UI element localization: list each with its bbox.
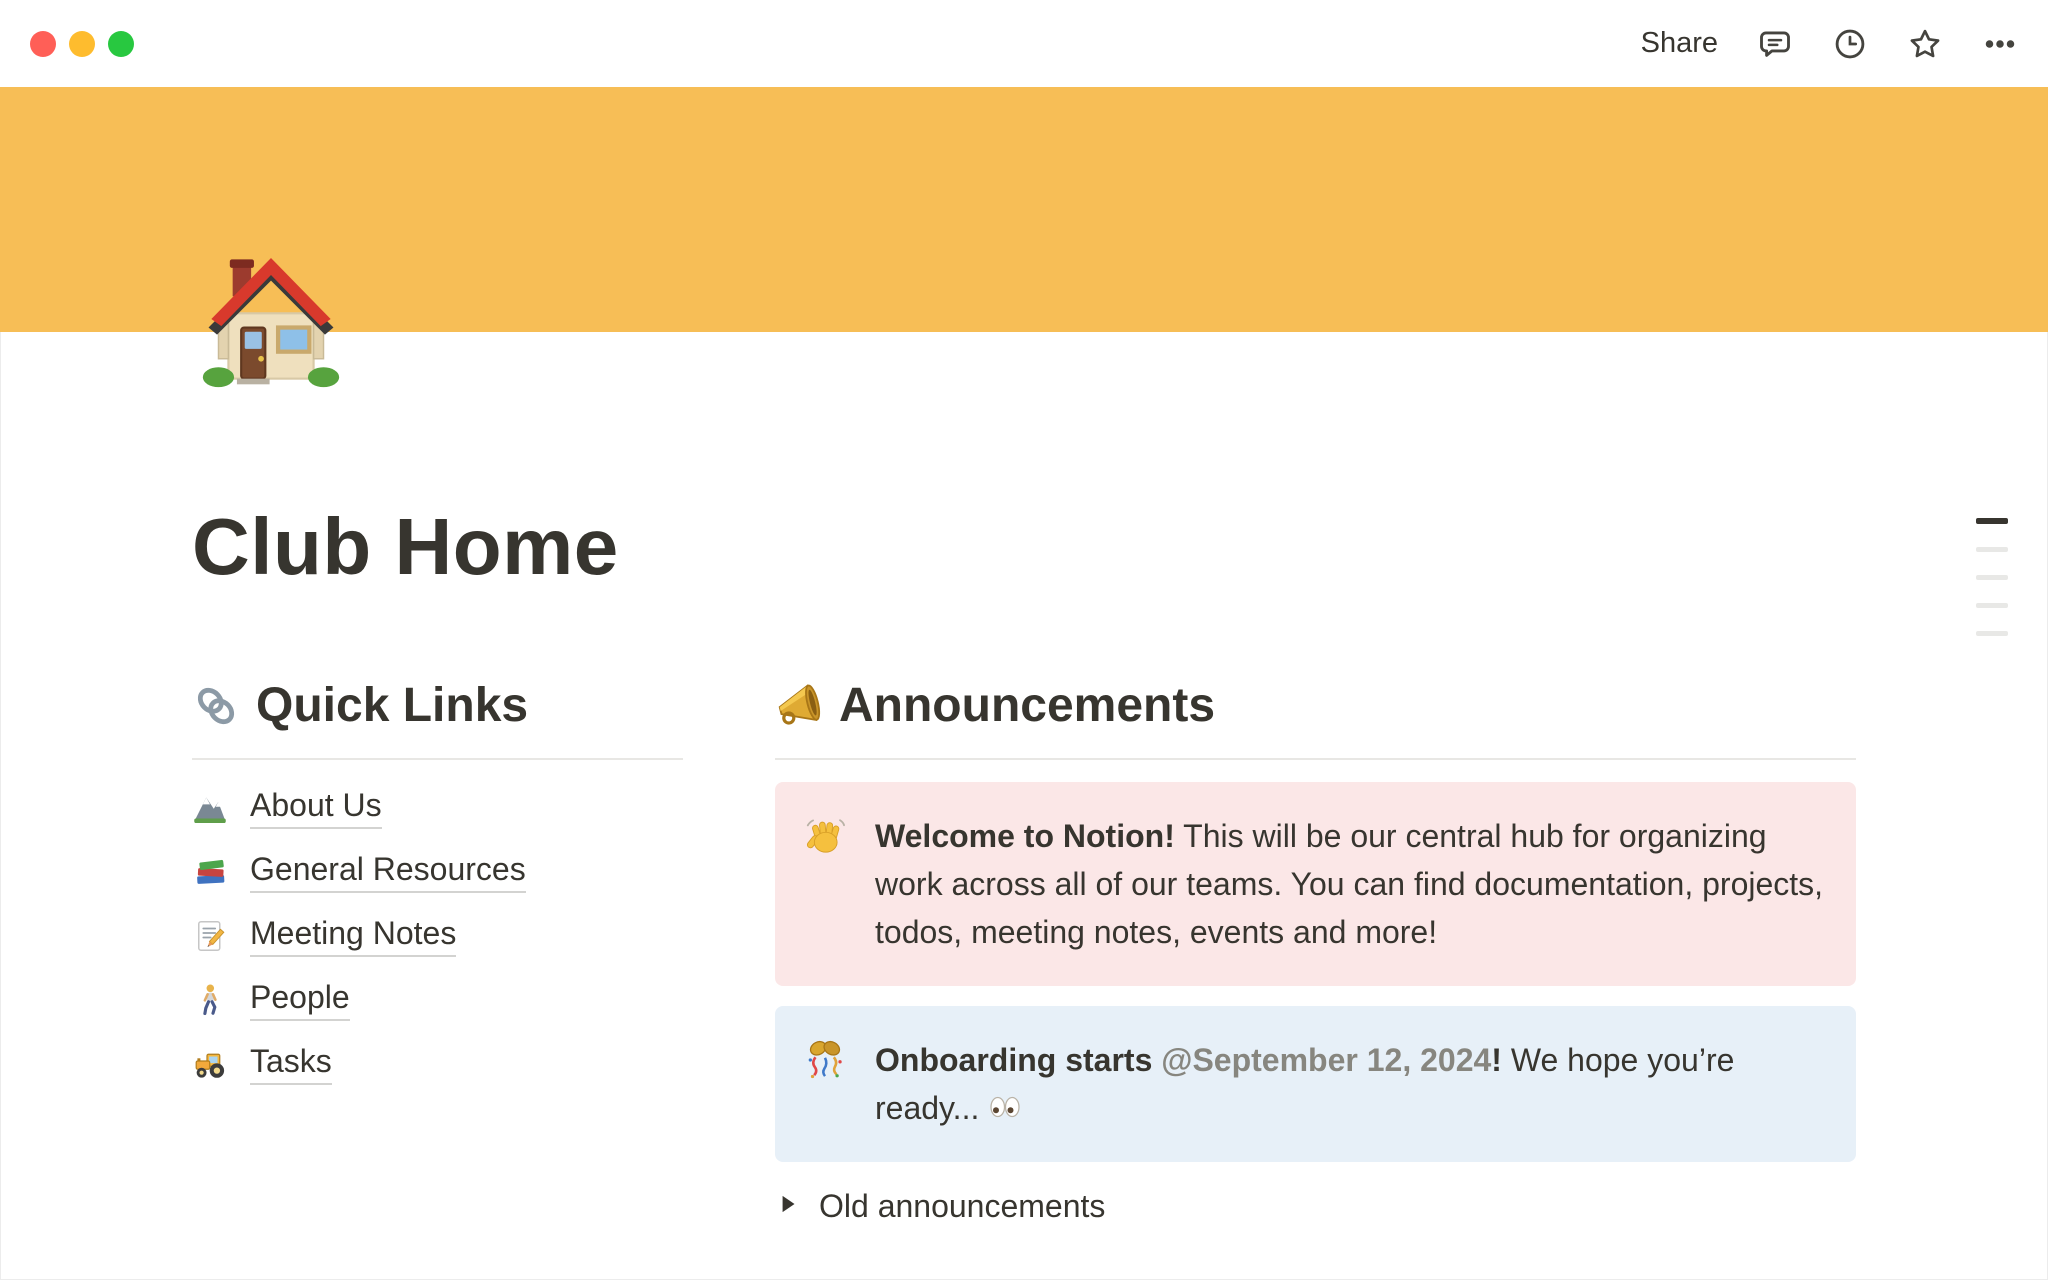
memo-emoji bbox=[192, 918, 228, 954]
outline-bar[interactable] bbox=[1976, 631, 2008, 636]
person-walking-emoji bbox=[192, 982, 228, 1018]
quick-links-title: Quick Links bbox=[256, 679, 529, 732]
outline-bar[interactable] bbox=[1976, 518, 2008, 524]
columns bbox=[192, 678, 1856, 1225]
outline-bar[interactable] bbox=[1976, 575, 2008, 580]
announcements-title: Announcements bbox=[839, 679, 1216, 732]
page-title: Club Home bbox=[192, 502, 619, 591]
page-outline[interactable] bbox=[1976, 518, 2008, 636]
link-label[interactable]: General Resources bbox=[250, 851, 526, 893]
zoom-button[interactable] bbox=[108, 31, 134, 57]
callout-lead: Onboarding starts bbox=[875, 1042, 1162, 1078]
comment-icon[interactable] bbox=[1757, 26, 1793, 62]
link-tasks[interactable] bbox=[192, 1032, 683, 1096]
traffic-lights bbox=[30, 31, 134, 57]
eyes-emoji bbox=[988, 1090, 1022, 1126]
old-announcements-toggle[interactable] bbox=[775, 1188, 1856, 1225]
outline-bar[interactable] bbox=[1976, 547, 2008, 552]
link-meeting-notes[interactable] bbox=[192, 904, 683, 968]
toggle-label[interactable]: Old announcements bbox=[819, 1188, 1106, 1224]
date-mention[interactable]: @September 12, 2024 bbox=[1161, 1042, 1492, 1078]
link-label[interactable]: Meeting Notes bbox=[250, 915, 456, 957]
topbar-actions bbox=[1641, 0, 2018, 87]
link-emoji bbox=[192, 682, 240, 730]
link-people[interactable] bbox=[192, 968, 683, 1032]
more-icon[interactable] bbox=[1982, 26, 2018, 62]
quick-links-heading bbox=[192, 678, 683, 734]
tractor-emoji bbox=[192, 1046, 228, 1082]
confetti-emoji bbox=[803, 1038, 847, 1082]
link-label[interactable]: Tasks bbox=[250, 1043, 332, 1085]
callout-text bbox=[875, 1036, 1828, 1132]
outline-bar[interactable] bbox=[1976, 603, 2008, 608]
callout-body: We hope you’re ready... bbox=[875, 1042, 1735, 1126]
window-topbar bbox=[0, 0, 2048, 87]
close-button[interactable] bbox=[30, 31, 56, 57]
callout-text bbox=[875, 812, 1828, 956]
books-emoji bbox=[192, 854, 228, 890]
page-body bbox=[192, 332, 1856, 1225]
clock-icon[interactable] bbox=[1832, 26, 1868, 62]
callout-lead: Welcome to Notion! bbox=[875, 818, 1175, 854]
callout-welcome bbox=[775, 782, 1856, 986]
callout-body: This will be our central hub for organizing work across all of our teams. You can find documentation, projects, todos, meeting notes, events and more! bbox=[875, 818, 1824, 950]
mountain-emoji bbox=[192, 790, 228, 826]
column-divider bbox=[775, 758, 1856, 760]
star-icon[interactable] bbox=[1907, 26, 1943, 62]
announcements-heading bbox=[775, 678, 1856, 734]
house-emoji[interactable] bbox=[200, 248, 342, 390]
column-divider bbox=[192, 758, 683, 760]
link-about-us[interactable] bbox=[192, 776, 683, 840]
link-label[interactable]: People bbox=[250, 979, 350, 1021]
quick-links-column bbox=[192, 678, 683, 1225]
megaphone-emoji bbox=[775, 682, 823, 730]
share-button[interactable]: Share bbox=[1640, 27, 1718, 59]
announcements-column bbox=[775, 678, 1856, 1225]
quick-links-list bbox=[192, 776, 683, 1096]
link-label[interactable]: About Us bbox=[250, 787, 382, 829]
wave-emoji bbox=[803, 814, 847, 858]
toggle-triangle-icon[interactable] bbox=[775, 1191, 801, 1222]
callout-punct: ! bbox=[1491, 1042, 1502, 1078]
callout-onboarding bbox=[775, 1006, 1856, 1162]
minimize-button[interactable] bbox=[69, 31, 95, 57]
link-general-resources[interactable] bbox=[192, 840, 683, 904]
